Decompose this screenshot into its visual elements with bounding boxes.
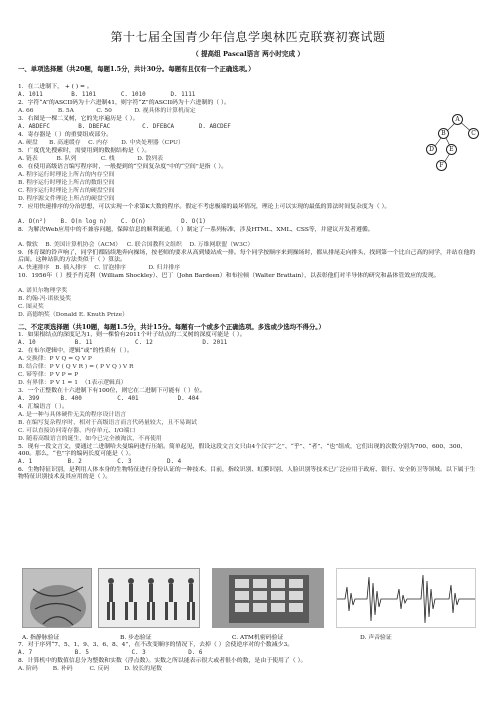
- keypad-image: [212, 568, 324, 628]
- vein-image: [22, 568, 92, 628]
- question-options: A. 硬盘 B. 高速缓存 C. 内存 D. 中央处理器（CPU）: [18, 140, 184, 146]
- tree-node: C: [468, 128, 479, 139]
- question-option: A. 交换律：P V Q = Q V P: [18, 356, 92, 362]
- tree-node: D: [426, 144, 437, 155]
- question-text: 9．体育课的铃声响了，同学们都陆续地奔向操场，按老师的要求从高到矮站成一排。每个同学按顺序来到操场时，都从排尾走向排头，找到第一个比自己高的同学，并站在他的后面。这种站队的方法类似于（ ）算法。: [18, 250, 476, 264]
- question-option: B. 结合律：P V ( Q V R ) = ( P V Q ) V R: [18, 364, 134, 370]
- question-options: A. 阶码 B. 补码 C. 反码 D. 较长的尾数: [18, 666, 162, 672]
- tree-node: E: [446, 144, 457, 155]
- question-option: A. 是一种与具体硬件无关的程序设计语言: [18, 412, 127, 418]
- picture-label: C. ATM机密码验证: [232, 635, 284, 641]
- question-text: 7．应用快速排序的分治思想，可以实现一个求第K大数的程序。假定不考虑极端的最坏情况，理论上可以实现的最低的算法时间复杂度为（ ）。: [18, 204, 391, 210]
- question-option: C. 图灵奖: [18, 304, 44, 310]
- question-text: 6．生物特征识别，是利用人体本身的生物特征进行身份认证的一种技术。目前，指纹识别、虹膜识别、人脸识别等技术已广泛应用于政府、银行、安全防卫等领域。以下属于生物特征识别技术及其应用的是（ ）。: [18, 467, 476, 481]
- question-options: A. 1 B. 2 C. 3 D. 4: [18, 459, 182, 465]
- question-text: 6．在使用高级语言编写程序时，一般提到的“空间复杂度”中的“空间”是指（ ）。: [18, 164, 228, 170]
- question-options: A. 1011 B. 1101 C. 1010 D. 1111: [18, 92, 196, 98]
- question-option: D. 高德纳奖（Donald E. Knuth Prize）: [18, 312, 129, 318]
- question-option: D. 随着高级语言的诞生，如今已完全被淘汰，不再使用: [18, 436, 162, 442]
- question-options: A. 66 B. 5A C. 50 D. 视具体的计算机而定: [18, 108, 196, 114]
- question-option: C. 可以直接访问寄存器、内存单元、I/O端口: [18, 428, 136, 434]
- question-option: D. 程序源文件理论上所占的硬盘空间: [18, 196, 115, 202]
- question-option: A. 程序运行时理论上所占的内存空间: [18, 172, 115, 178]
- page-title: 第十七届全国青少年信息学奥林匹克联赛初赛试题: [110, 30, 386, 44]
- question-options: A. ABDEFC B. DBEFAC C. DFEBCA D. ABCDEF: [18, 124, 231, 130]
- question-text: 1．在二进制下， + ( ) = 。: [18, 84, 93, 90]
- question-text: 2．字符“A”的ASCII码为十六进制41，则字符“Z”的ASCII码为十六进制的（ ）。: [18, 100, 230, 106]
- question-text: 7．对于序列“7、5、1、9、3、6、8、4”，在不改变顺序的情况下，去掉（ ）会使逆序对的个数减少3。: [18, 642, 294, 648]
- question-options: A. O(n²) B. O(n log n) C. O(n) D. O(1): [18, 219, 206, 225]
- question-option: A. 诺贝尔物理学奖: [18, 288, 68, 294]
- question-options: A. 10 B. 11 C. 12 D. 2011: [18, 340, 228, 346]
- question-text: 4．寄存器是（ ）的重要组成部分。: [18, 132, 112, 138]
- tree-node: F: [436, 160, 447, 171]
- section-heading: 一、单项选择题（共20题，每题1.5分，共计30分。每题有且仅有一个正确选项。）: [18, 65, 255, 73]
- question-text: 10．1956年（ ）授予肖克利（William Shockley）、巴丁（John Bardeen）和布拉顿（Walter Brattain），以表彰他们对半导体的研究和晶体管效应的发现。: [18, 273, 440, 279]
- question-options: A. 399 B. 400 C. 401 D. 404: [18, 396, 199, 402]
- picture-label: D. 声音验证: [360, 635, 392, 641]
- question-options: A. 快速排序 B. 插入排序 C. 冒泡排序 D. 归并排序: [18, 265, 181, 271]
- question-option: C. 幂等律：P V P = P: [18, 372, 79, 378]
- section-heading: 二、不定项选择题（共10题，每题1.5分，共计15分。每题有一个或多个正确选项。多选或少选均不得分。）: [18, 323, 325, 331]
- question-text: 2．在布尔逻辑中，逻辑“或”的性质有（ ）。: [18, 348, 133, 354]
- question-option: B. 程序运行时理论上所占的数组空间: [18, 180, 115, 186]
- question-options: A. 7 B. 5 C. 3 D. 6: [18, 650, 203, 656]
- question-text: 1．如果根结点的深度记为1，则一棵恰有2011个叶子结点的二叉树的深度可能是（ ）。: [18, 332, 246, 338]
- question-text: 8．为解决Web应用中的不兼容问题，保障信息的顺利流通，（ ）制定了一系列标准，涉及HTML、XML、CSS等，并建议开发者遵循。: [18, 227, 374, 233]
- tree-node: B: [438, 128, 449, 139]
- question-text: 5．广度优先搜索时，需要用到的数据结构是（ ）。: [18, 148, 151, 154]
- question-options: A. 链表 B. 队列 C. 栈 D. 散列表: [18, 156, 164, 162]
- question-text: 8．计算机中的数值信息分为整数和实数（浮点数）。实数之所以能表示很大或者很小的数，是由于使用了（ ）。: [18, 658, 307, 664]
- picture-label: B. 步态验证: [120, 635, 152, 641]
- question-options: A. 微软 B. 美国计算机协会（ACM） C. 联合国教科文组织 D. 万维网联盟（W3C）: [18, 242, 254, 248]
- question-text: 3．一个正整数在十六进制下有100位，则它在二进制下可能有（ ）位。: [18, 388, 206, 394]
- question-text: 5．现有一段文言文，要通过二进制哈夫曼编码进行压缩。简单起见，假设这段文言文只由4个汉字“之”、“乎”、“者”、“也”组成，它们出现的次数分别为700、600、300、400。那么，“也”字的编码长度可能是（ ）。: [18, 444, 467, 458]
- binary-tree-diagram: [418, 112, 490, 174]
- page-subtitle: （ 提高组 Pascal语言 两小时完成 ）: [192, 50, 304, 58]
- question-text: 3．右图是一棵二叉树，它的先序遍历是（ ）。: [18, 116, 139, 122]
- question-text: 4．汇编语言（ ）。: [18, 404, 68, 410]
- gait-image: [98, 568, 200, 628]
- tree-node: A: [452, 114, 463, 125]
- question-option: B. 在编写复杂程序时，相对于高级语言而言代码量较大，且不易调试: [18, 420, 197, 426]
- question-option: B. 约翰·冯·诺依曼奖: [18, 296, 72, 302]
- picture-label: A. 指静脉验证: [22, 635, 60, 641]
- waveform-image: [336, 568, 476, 628]
- question-option: C. 程序运行时理论上所占的硬盘空间: [18, 188, 115, 194]
- question-option: D. 有界律：P V 1 = 1 （1表示逻辑真）: [18, 380, 127, 386]
